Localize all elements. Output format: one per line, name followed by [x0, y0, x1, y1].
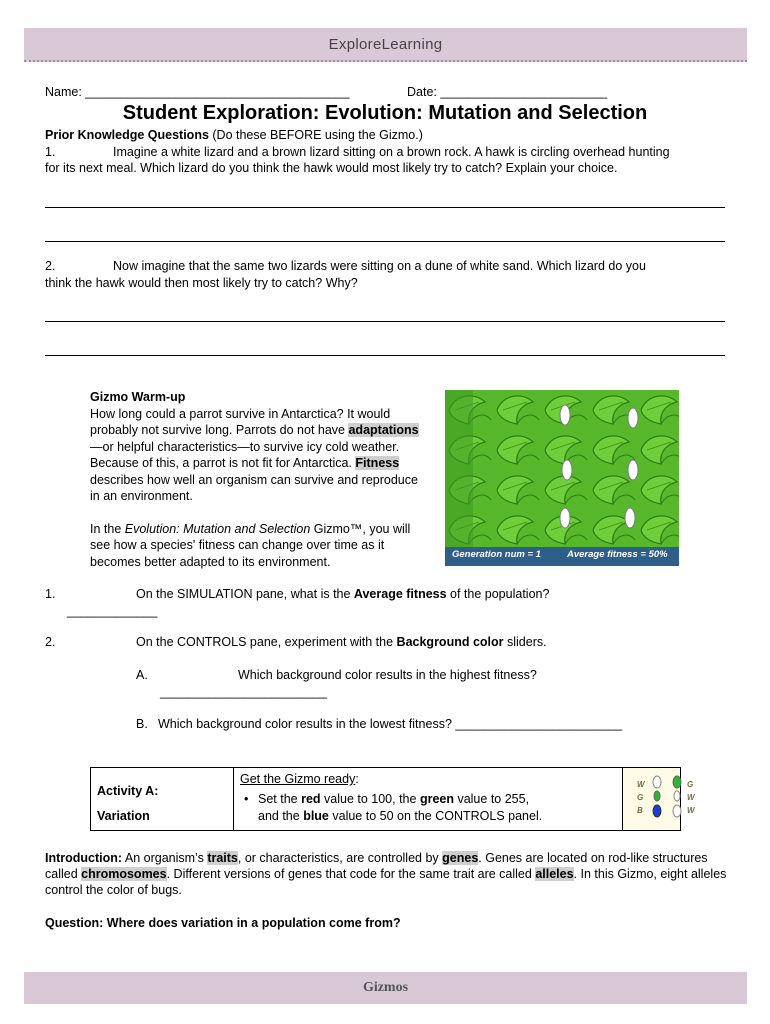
get-gizmo-ready: Get the Gizmo ready	[240, 772, 356, 786]
question-1-blank[interactable]: _____________	[67, 604, 158, 618]
prior-q2-number: 2.	[45, 259, 56, 273]
name-field[interactable]: Name: ______________________________________	[45, 85, 350, 99]
warmup-paragraph-2: In the Evolution: Mutation and Selection Gizmo™, you will see how a species' fitness can change over time as it becomes better adapted to its environment.	[90, 521, 411, 569]
allele-bug-icons	[649, 774, 685, 824]
allele-image-cell	[623, 768, 695, 831]
activity-instructions-cell: Get the Gizmo ready: • Set the red value to 100, the green value to 255, and the blue value to 50 on the CONTROLS panel.	[234, 768, 623, 831]
question-2a-text: Which background color results in the highest fitness?	[238, 668, 537, 682]
allele-letters-right: G W W	[687, 780, 695, 815]
question-2-number: 2.	[45, 635, 56, 649]
term-genes: genes	[442, 851, 479, 865]
main-question: Question: Where does variation in a population come from?	[45, 916, 401, 930]
question-2b-label: B.	[136, 717, 148, 731]
allele-letters-left: W G B	[637, 780, 645, 815]
prior-q1-number: 1.	[45, 145, 56, 159]
question-2a-label: A.	[136, 668, 148, 682]
term-alleles: alleles	[535, 867, 574, 881]
gizmos-logo: Gizmos	[362, 980, 409, 995]
activity-title-cell	[91, 768, 234, 831]
answer-line[interactable]	[45, 355, 725, 356]
generation-label: Generation num = 1	[452, 549, 541, 560]
prior-q2-line2: think the hawk would then most likely try to catch? Why?	[45, 276, 358, 290]
explorelearning-logo: ExploreLearning	[328, 36, 443, 53]
question-2-text: On the CONTROLS pane, experiment with the Background color sliders.	[136, 635, 547, 649]
activity-bullet: • Set the red value to 100, the green value to 255, and the blue value to 50 on the CONTROLS panel.	[244, 792, 543, 823]
warmup-heading: Gizmo Warm-up	[90, 390, 186, 404]
page-title: Student Exploration: Evolution: Mutation and Selection	[122, 102, 648, 124]
question-1-text: On the SIMULATION pane, what is the Average fitness of the population?	[136, 587, 550, 601]
prior-heading-bold: Prior Knowledge Questions	[45, 128, 209, 142]
activity-table	[90, 767, 695, 831]
prior-q2-line1: Now imagine that the same two lizards were sitting on a dune of white sand. Which lizard do you	[113, 259, 646, 273]
answer-line[interactable]	[45, 321, 725, 322]
date-field[interactable]: Date: ________________________	[407, 85, 608, 99]
fitness-label: Average fitness = 50%	[567, 549, 668, 560]
prior-q1-line1: Imagine a white lizard and a brown lizard sitting on a brown rock. A hawk is circling overhead hunting	[113, 145, 670, 159]
header-bar	[24, 28, 747, 62]
introduction-paragraph: Introduction: An organism’s traits, or characteristics, are controlled by genes. Genes are located on rod-like structures called chromosomes. Different versions of genes that code for the same trait are called alleles. In this Gizmo, eight alleles control the color of bugs.	[45, 851, 727, 897]
warmup-section	[90, 389, 430, 570]
gizmo-simulation-image	[445, 390, 679, 566]
prior-knowledge-heading	[45, 128, 423, 142]
term-adaptations: adaptations	[348, 423, 419, 437]
prior-heading-note: (Do these BEFORE using the Gizmo.)	[208, 128, 423, 142]
bullet-icon: •	[244, 792, 249, 806]
term-chromosomes: chromosomes	[81, 867, 167, 881]
term-traits: traits	[207, 851, 238, 865]
activity-title: Activity A:	[97, 784, 159, 798]
question-1-number: 1.	[45, 587, 56, 601]
footer-bar	[24, 972, 747, 1004]
question-2b-text: Which background color results in the lowest fitness? ________________________	[158, 717, 623, 731]
leaf-pattern-graphic	[445, 390, 679, 566]
warmup-paragraph-1: How long could a parrot survive in Antarctica? It would probably not survive long. Parrots do not have adaptations—or helpful characteristics—to survive icy cold weather. Because of this, a parrot is not fit for Antarctica. Fitness describes how well an organism can survive and reproduce in an environment.	[90, 406, 419, 503]
term-fitness: Fitness	[355, 456, 400, 470]
activity-subtitle: Variation	[97, 809, 150, 823]
prior-q1-line2: for its next meal. Which lizard do you think the hawk would most likely try to catch? Explain your choice.	[45, 161, 618, 175]
answer-line[interactable]	[45, 207, 725, 208]
question-2a-blank[interactable]: ________________________	[160, 685, 327, 699]
answer-line[interactable]	[45, 241, 725, 242]
